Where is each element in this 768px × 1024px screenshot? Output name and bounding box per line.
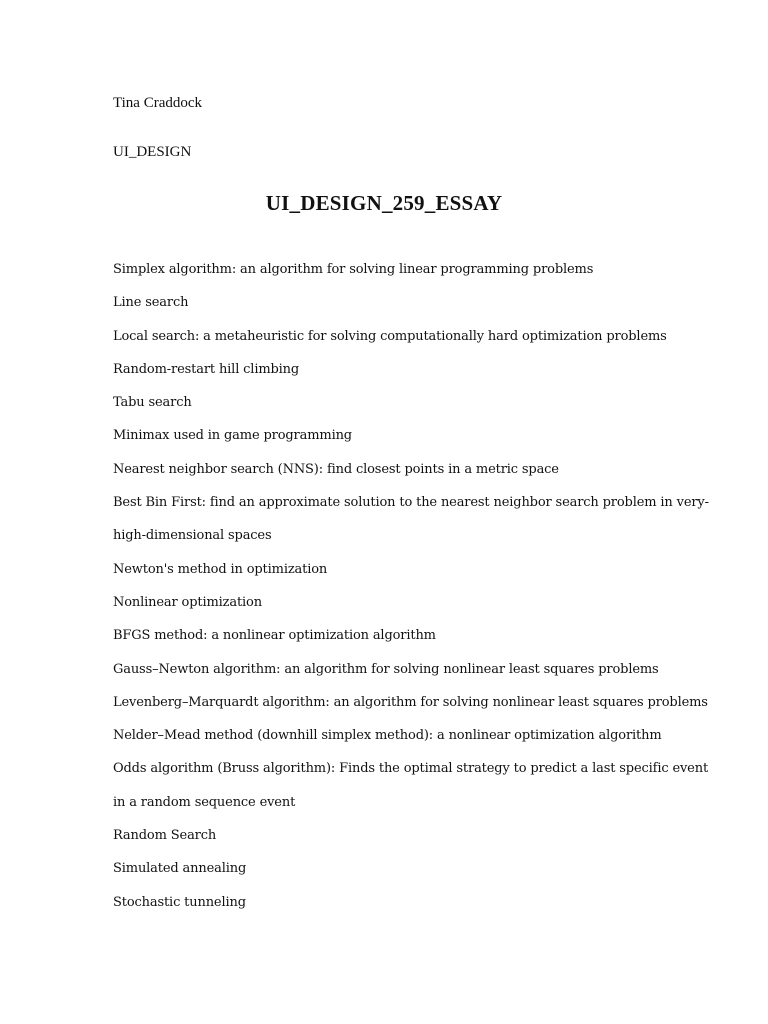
body-line: Gauss–Newton algorithm: an algorithm for solving nonlinear least squares problems [113,661,659,677]
document-title: UI_DESIGN_259_ESSAY [265,191,503,215]
course-name: UI_DESIGN [113,144,192,160]
author-name: Tina Craddock [113,95,203,111]
body-line: in a random sequence event [113,794,296,810]
body-line: Local search: a metaheuristic for solving computationally hard optimization problems [113,328,667,344]
body-line: BFGS method: a nonlinear optimization algorithm [113,628,436,644]
body-line: Simplex algorithm: an algorithm for solving linear programming problems [113,262,594,277]
body-line: Levenberg–Marquardt algorithm: an algorithm for solving nonlinear least squares problems [113,694,708,710]
body-line: Tabu search [113,395,192,411]
essay-body [113,253,709,919]
body-line: Nelder–Mead method (downhill simplex method): a nonlinear optimization algorithm [113,728,662,744]
body-line: Stochastic tunneling [113,894,246,910]
body-line: Random-restart hill climbing [113,361,300,377]
body-line: high-dimensional spaces [113,528,272,544]
body-line: Newton's method in optimization [113,561,328,577]
body-line: Nearest neighbor search (NNS): find closest points in a metric space [113,461,559,477]
body-line: Line search [113,295,189,311]
body-line: Odds algorithm (Bruss algorithm): Finds the optimal strategy to predict a last specific event [113,761,709,777]
body-line: Best Bin First: find an approximate solution to the nearest neighbor search problem in very- [113,495,709,511]
body-line: Simulated annealing [113,861,247,877]
body-line: Minimax used in game programming [113,428,352,444]
body-line: Nonlinear optimization [113,594,262,610]
body-line: Random Search [113,828,217,844]
